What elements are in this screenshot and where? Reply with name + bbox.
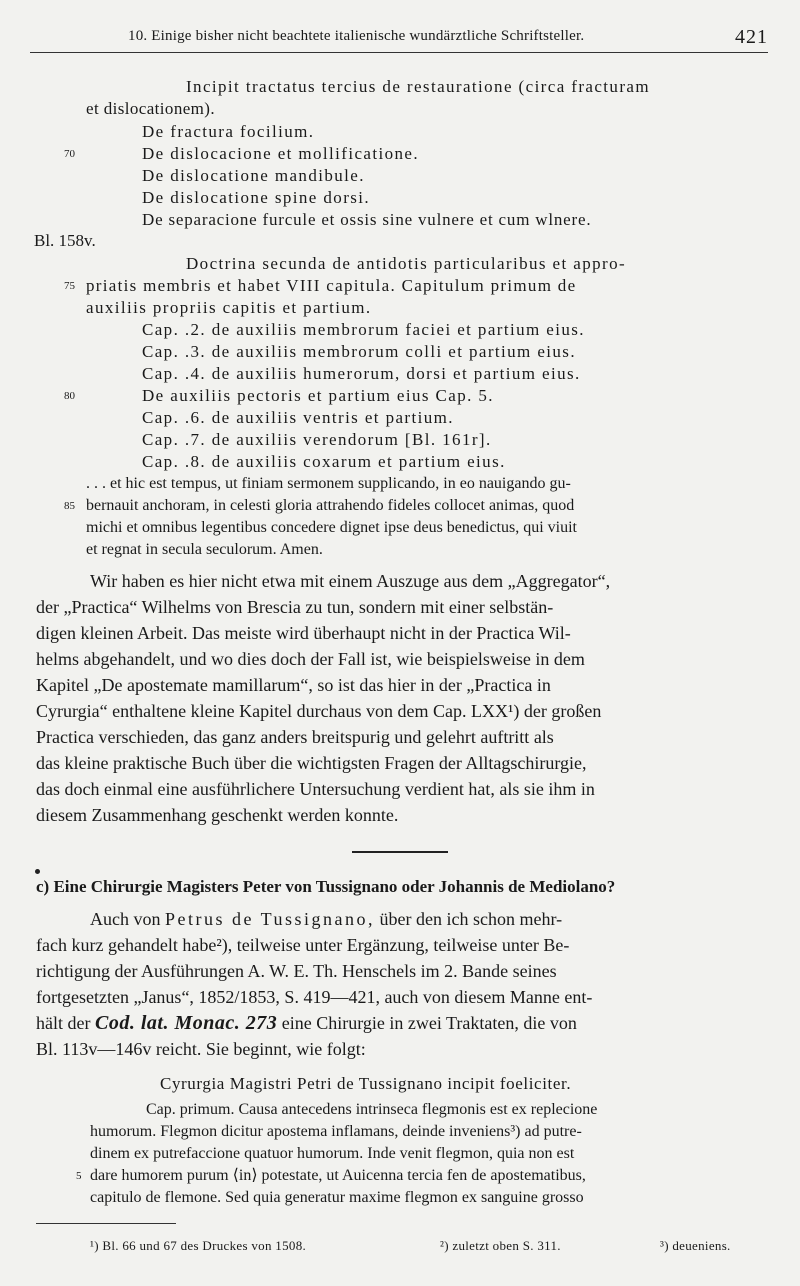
latin-line: Cap. .8. de auxiliis coxarum et partium eius. [142,452,506,471]
latin-line: bernauit anchoram, in celesti gloria attrahendo fideles collocet animas, quod [86,497,575,514]
codex-reference: Cod. lat. Monac. 273 [94,1012,278,1034]
latin-line: Incipit tractatus tercius de restauratione (circa fracturam [186,77,650,96]
body-line: helms abgehandelt, und wo dies doch der Fall ist, wie beispielsweise in dem [36,649,585,669]
latin-line: et regnat in secula seculorum. Amen. [86,541,323,558]
body-line: fach kurz gehandelt habe²), teilweise unter Ergänzung, teilweise unter Be- [36,935,570,955]
body-line: fortgesetzten „Janus“, 1852/1853, S. 419—421, auch von diesem Manne ent- [36,987,593,1007]
quote-title: Cyrurgia Magistri Petri de Tussignano incipit foeliciter. [160,1074,572,1093]
latin-line: auxiliis propriis capitis et partium. [86,298,372,317]
quote-line: dinem ex putrefaccione quatuor humorum. Inde venit flegmon, quia non est [90,1145,575,1162]
folio-marker: Bl. 158v. [34,231,96,250]
latin-line: De dislocatione spine dorsi. [142,188,371,207]
latin-line: Cap. .2. de auxiliis membrorum faciei et partium eius. [142,320,585,339]
latin-line: michi et omnibus legentibus concedere dignet ipse deus benedictus, qui viuit [86,519,577,536]
author-name: Petrus de Tussignano, [165,909,376,929]
latin-line: Cap. .4. de auxiliis humerorum, dorsi et partium eius. [142,364,581,383]
line-number: 75 [64,280,75,292]
latin-line: priatis membris et habet VIII capitula. Capitulum primum de [86,276,577,295]
latin-line: Cap. .3. de auxiliis membrorum colli et partium eius. [142,342,576,361]
footnote-rule [36,1223,176,1224]
running-header [30,22,768,53]
footnote-2: ²) zuletzt oben S. 311. [440,1238,561,1253]
body-line: digen kleinen Arbeit. Das meiste wird überhaupt nicht in der Practica Wil- [36,623,571,643]
latin-line: Cap. .7. de auxiliis verendorum [Bl. 161r]. [142,430,492,449]
body-line: diesem Zusammenhang geschenkt werden konnte. [36,805,399,825]
quote-line: capitulo de flemone. Sed quia generatur maxime flegmon ex sanguine grosso [90,1189,584,1206]
latin-line: De separacione furcule et ossis sine vulnere et cum wlnere. [142,210,592,229]
line-number: 70 [64,148,75,160]
header-title: 10. Einige bisher nicht beachtete italienische wundärztliche Schriftsteller. [128,28,585,44]
quote-line: humorum. Flegmon dicitur apostema inflamans, deinde inveniens³) ad putre- [90,1123,582,1140]
body-line: das kleine praktische Buch über die wichtigsten Fragen der Alltagschirurgie, [36,753,587,773]
page-number: 421 [735,26,768,48]
body-line: Kapitel „De apostemate mamillarum“, so ist das hier in der „Practica in [36,675,551,695]
line-number: 80 [64,390,75,402]
line-number: 5 [76,1170,82,1182]
latin-line: De fractura focilium. [142,122,315,141]
body-line: der „Practica“ Wilhelms von Brescia zu tun, sondern mit einer selbstän- [36,597,554,617]
latin-line: . . . et hic est tempus, ut finiam sermonem supplicando, in eo nauigando gu- [86,475,571,492]
latin-line: De auxiliis pectoris et partium eius Cap. 5. [142,386,494,405]
line-number: 85 [64,500,75,512]
body-line: Practica verschieden, das ganz anders breitspurig und gelehrt auftritt als [36,727,554,747]
section-divider [352,851,448,853]
body-line [90,906,562,932]
footnote-3: ³) deueniens. [660,1238,731,1253]
latin-line: Doctrina secunda de antidotis particularibus et appro- [186,254,627,273]
bullet-dot [35,869,40,874]
quote-line: Cap. primum. Causa antecedens intrinseca flegmonis est ex replecione [146,1101,598,1118]
section-heading: c) Eine Chirurgie Magisters Peter von Tussignano oder Johannis de Mediolano? [36,877,616,896]
text-span: hält der [36,1013,95,1033]
body-line: Wir haben es hier nicht etwa mit einem Auszuge aus dem „Aggregator“, [90,571,611,591]
body-line: Cyrurgia“ enthaltene kleine Kapitel durchaus von dem Cap. LXX¹) der großen [36,701,602,721]
text-span: Auch von [90,909,165,929]
latin-line: De dislocacione et mollificatione. [142,144,420,163]
footnote-1: ¹) Bl. 66 und 67 des Druckes von 1508. [90,1238,307,1253]
latin-line: De dislocatione mandibule. [142,166,365,185]
body-line [36,1010,577,1036]
latin-line: Cap. .6. de auxiliis ventris et partium. [142,408,454,427]
body-line: richtigung der Ausführungen A. W. E. Th. Henschels im 2. Bande seines [36,961,557,981]
latin-line: et dislocationem). [86,99,215,118]
text-span: über den ich schon mehr- [375,909,563,929]
body-line: Bl. 113v—146v reicht. Sie beginnt, wie folgt: [36,1039,366,1059]
text-span: eine Chirurgie in zwei Traktaten, die von [277,1013,577,1033]
body-line: das doch einmal eine ausführlichere Untersuchung verdient hat, als sie ihm in [36,779,595,799]
quote-line: dare humorem purum ⟨in⟩ potestate, ut Auicenna tercia fen de apostematibus, [90,1167,586,1184]
